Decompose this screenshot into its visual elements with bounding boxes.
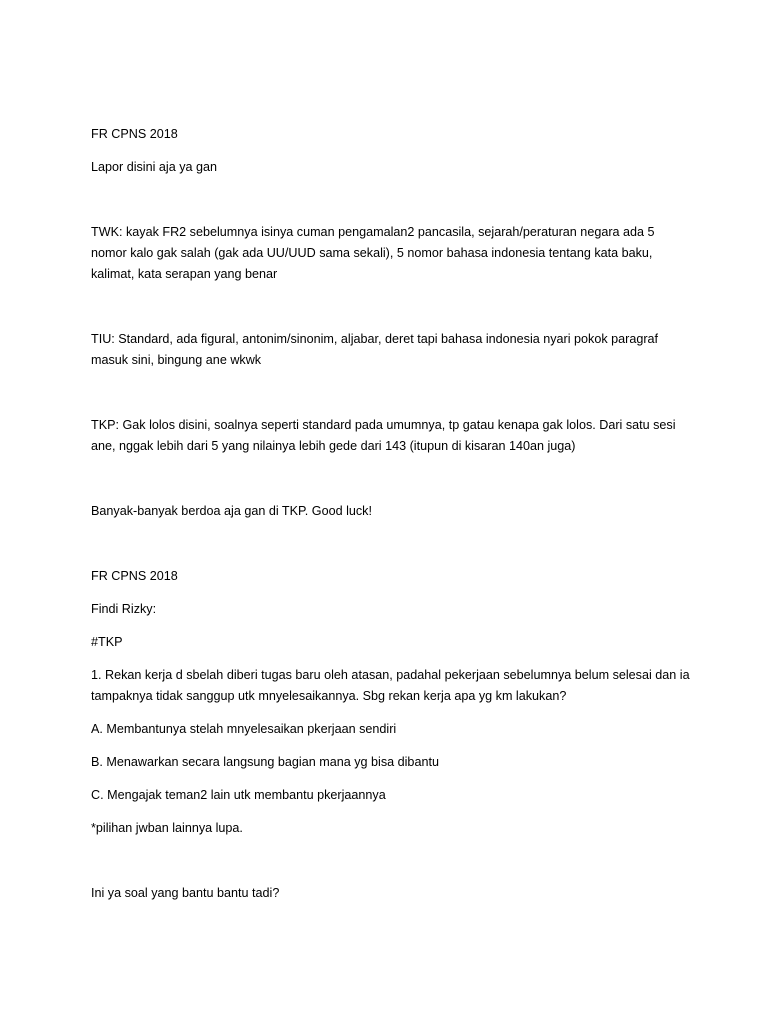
option-a: A. Membantunya stelah mnyelesaikan pkerjaan sendiri [91, 722, 397, 736]
question-1: 1. Rekan kerja d sbelah diberi tugas baru oleh atasan, padahal pekerjaan sebelumnya belum selesai dan ia tampaknya tidak sanggup utk mnyelesaikannya. Sbg rekan kerja apa yg km lakukan? [91, 668, 690, 703]
author-line: Findi Rizky: [91, 602, 157, 616]
twk-paragraph: TWK: kayak FR2 sebelumnya isinya cuman pengamalan2 pancasila, sejarah/peraturan negara ada 5 nomor kalo gak salah (gak ada UU/UUD sama sekali), 5 nomor bahasa indonesia tentang kata baku, kalimat, kata serapan yang benar [91, 225, 655, 281]
document-body [91, 124, 691, 904]
tkp-paragraph: TKP: Gak lolos disini, soalnya seperti standard pada umumnya, tp gatau kenapa gak lolos. Dari satu sesi ane, nggak lebih dari 5 yang nilainya lebih gede dari 143 (itupun di kisaran 140an juga) [91, 418, 676, 453]
heading-fr-cpns-2018-second: FR CPNS 2018 [91, 569, 178, 583]
intro-paragraph: Lapor disini aja ya gan [91, 160, 218, 174]
tkp-hashtag: #TKP [91, 635, 123, 649]
closing-question: Ini ya soal yang bantu bantu tadi? [91, 886, 280, 900]
heading-fr-cpns-2018: FR CPNS 2018 [91, 127, 178, 141]
option-b: B. Menawarkan secara langsung bagian mana yg bisa dibantu [91, 755, 439, 769]
other-options-note: *pilihan jwban lainnya lupa. [91, 821, 243, 835]
good-luck-paragraph: Banyak-banyak berdoa aja gan di TKP. Good luck! [91, 504, 372, 518]
tiu-paragraph: TIU: Standard, ada figural, antonim/sinonim, aljabar, deret tapi bahasa indonesia nyari pokok paragraf masuk sini, bingung ane wkwk [91, 332, 659, 367]
option-c: C. Mengajak teman2 lain utk membantu pkerjaannya [91, 788, 386, 802]
